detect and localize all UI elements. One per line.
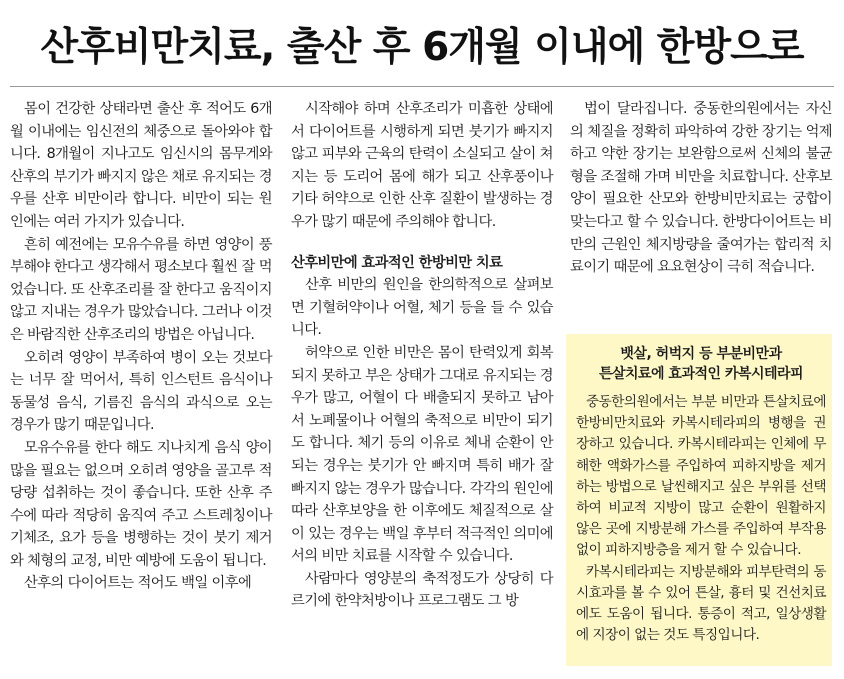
sidebar-box-title <box>576 344 826 384</box>
paragraph: 허약으로 인한 비만은 몸이 탄력있게 회복되지 못하고 부은 상태가 그대로 유지되는 경우가 많고, 어혈이 다 배출되지 못하고 남아서 노폐물이나 어혈의 축적으로 비만이 되기도 합니다. 체기 등의 이유로 체내 순환이 안 되는 경우는 붓기가 안 빠지며 특히 배가 잘 빠지지 않는 경우가 많습니다. 각각의 원인에 따라 산후보양을 한 이후에도 체질적으로 살이 있는 경우는 백일 후부터 적극적인 의미에서의 비만 치료를 시작할 수 있습니다. <box>291 344 553 565</box>
paragraph: 흔히 예전에는 모유수유를 하면 영양이 풍부해야 한다고 생각해서 평소보다 훨씬 잘 먹었습니다. 또 산후조리를 잘 한다고 움직이지 않고 지내는 경우가 많았습니다. 그러나 이것은 바람직한 산후조리의 방법은 아닙니다. <box>10 236 272 343</box>
article-column-2 <box>291 98 553 613</box>
sidebar-title-line: 튼살치료에 효과적인 카복시테라피 <box>598 366 804 382</box>
paragraph: 법이 달라집니다. 중동한의원에서는 자신의 체질을 정확히 파악하여 강한 장기는 억제하고 약한 장기는 보완함으로써 신체의 불균형을 조절해 가며 비만을 치료합니다. 산후보양이 필요한 산모와 한방비만치료는 궁합이 맞는다고 할 수 있습니다. 한방다이어트는 비만의 근원인 체지방량을 줄여가는 합리적 치료이기 때문에 요요현상이 극히 적습니다. <box>570 101 832 276</box>
headline: 산후비만치료, 출산 후 6개월 이내에 한방으로 <box>40 25 804 70</box>
sidebar-title-line: 뱃살, 허벅지 등 부분비만과 <box>620 346 782 362</box>
paragraph: 사람마다 영양분의 축적정도가 상당히 다르기에 한약처방이나 프로그램도 그 방 <box>291 570 553 610</box>
paragraph: 오히려 영양이 부족하여 병이 오는 것보다는 너무 잘 먹어서, 특히 인스턴트 음식이나 동물성 음식, 기름진 음식의 과식으로 오는 경우가 많기 때문입니다. <box>10 349 272 434</box>
section-subheading: 산후비만에 효과적인 한방비만 치료 <box>291 254 503 271</box>
headline-divider <box>10 86 834 87</box>
sidebar-paragraph: 카복시테라피는 지방분해와 피부탄력의 동시효과를 볼 수 있어 튼살, 흉터 및 건선치료에도 도움이 됩니다. 통증이 적고, 일상생활에 지장이 없는 것도 특징입니다. <box>576 563 826 644</box>
paragraph: 시작해야 하며 산후조리가 미흡한 상태에서 다이어트를 시행하게 되면 붓기가 빠지지 않고 피부와 근육의 탄력이 소실되고 살이 쳐지는 등 도리어 몸에 해가 되고 산후풍이나 기타 허약으로 인한 산후 질환이 발생하는 경우가 많기 때문에 주의해야 합니다. <box>291 101 553 230</box>
article-column-1 <box>10 98 272 595</box>
paragraph: 모유수유를 한다 해도 지나치게 음식 양이 많을 필요는 없으며 오히려 영양을 골고루 적당량 섭취하는 것이 좋습니다. 또한 산후 주수에 따라 적당히 움직여 주고 스트레칭이나 기체조, 요가 등을 병행하는 것이 붓기 제거와 체형의 교정, 비만 예방에 도움이 됩니다. <box>10 439 272 569</box>
sidebar-paragraph: 중동한의원에서는 부분 비만과 튼살치료에 한방비만치료와 카복시테라피의 병행을 권장하고 있습니다. 카복시테라피는 인체에 무해한 액화가스를 주입하여 피하지방을 제거하는 방법으로 날씬해지고 싶은 부위를 선택하여 비교적 지방이 많고 순환이 원활하지 않은 곳에 지방분해 가스를 주입하여 부작용없이 피하지방층을 제거 할 수 있습니다. <box>576 394 826 559</box>
article-column-3 <box>570 98 832 279</box>
paragraph: 산후 비만의 원인을 한의학적으로 살펴보면 기혈허약이나 어혈, 체기 등을 들 수 있습니다. <box>291 277 553 339</box>
paragraph: 몸이 건강한 상태라면 출산 후 적어도 6개월 이내에는 임신전의 체중으로 돌아와야 합니다. 8개월이 지나고도 임신시의 몸무게와 산후의 부기가 빠지지 않은 채로 유지되는 경우를 산후 비만이라 합니다. 비만이 되는 원인에는 여러 가지가 있습니다. <box>10 101 272 230</box>
sidebar-box <box>566 334 832 666</box>
paragraph: 산후의 다이어트는 적어도 백일 이후에 <box>24 575 252 592</box>
